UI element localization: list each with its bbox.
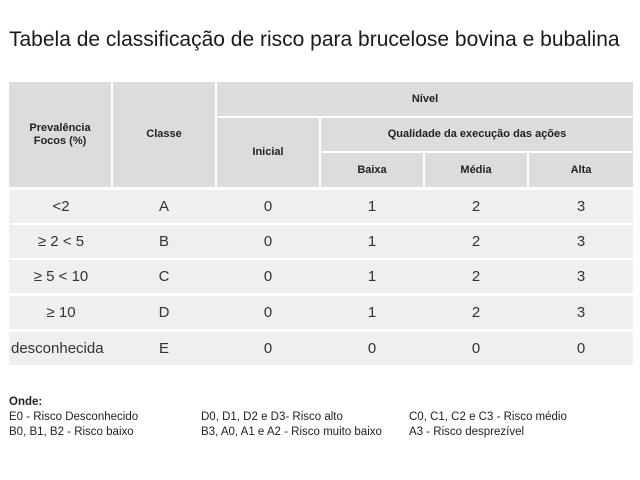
cell-baixa: 1 [367,233,377,250]
table-row [9,225,633,258]
cell-baixa: 1 [367,198,377,215]
cell-media: 2 [471,233,481,250]
cell-alta: 3 [576,233,586,250]
header-qualidade [321,118,633,151]
legend-col-3 [409,410,567,440]
header-media-label: Média [460,163,492,176]
legend-col-2 [201,410,382,440]
table-row [9,296,633,329]
header-qualidade-label: Qualidade da execução das ações [387,128,567,140]
header-media [425,153,527,187]
header-inicial-label: Inicial [252,146,284,158]
header-nivel-label: Nível [411,92,439,105]
cell-alta: 3 [576,304,586,321]
cell-media: 2 [471,268,481,285]
cell-alta: 0 [576,340,586,357]
table-row [9,260,633,293]
legend-item: E0 - Risco Desconhecido [9,411,139,423]
cell-prevalencia: ≥ 10 [46,304,76,321]
legend [9,395,567,438]
header-prevalencia-label: Prevalência Focos (%) [29,121,91,147]
cell-classe: D [158,304,170,321]
cell-prevalencia: ≥ 2 < 5 [37,233,85,250]
cell-alta: 3 [576,198,586,215]
legend-item: B3, A0, A1 e A2 - Risco muito baixo [201,426,382,438]
cell-inicial: 0 [263,233,273,250]
legend-item: A3 - Risco desprezível [409,426,525,438]
legend-heading: Onde: [9,396,43,408]
cell-alta: 3 [576,268,586,285]
header-baixa [321,153,423,187]
cell-baixa: 1 [367,304,377,321]
cell-classe: B [158,233,169,250]
cell-baixa: 0 [367,340,377,357]
legend-item: C0, C1, C2 e C3 - Risco médio [409,411,567,423]
cell-inicial: 0 [263,198,273,215]
table-row [9,332,633,365]
cell-prevalencia: desconhecida [11,340,104,357]
legend-item: D0, D1, D2 e D3- Risco alto [201,411,343,423]
cell-prevalencia: <2 [52,198,70,215]
cell-inicial: 0 [263,268,273,285]
header-prevalencia [9,82,111,187]
cell-media: 2 [471,304,481,321]
cell-inicial: 0 [263,304,273,321]
header-inicial [217,118,319,187]
cell-classe: E [158,340,169,357]
page-title: Tabela de classificação de risco para brucelose bovina e bubalina [9,28,620,51]
header-classe [113,82,215,187]
cell-prevalencia: ≥ 5 < 10 [33,268,89,285]
header-classe-label: Classe [146,128,182,140]
cell-media: 0 [471,340,481,357]
cell-media: 2 [471,198,481,215]
header-alta [529,153,633,187]
cell-classe: C [158,268,170,285]
header-baixa-label: Baixa [357,163,387,176]
cell-classe: A [158,198,169,215]
header-alta-label: Alta [570,163,592,176]
table-row [9,190,633,223]
legend-item: B0, B1, B2 - Risco baixo [9,426,134,438]
cell-baixa: 1 [367,268,377,285]
legend-col-1 [9,410,138,440]
header-nivel [217,82,633,116]
cell-inicial: 0 [263,340,273,357]
